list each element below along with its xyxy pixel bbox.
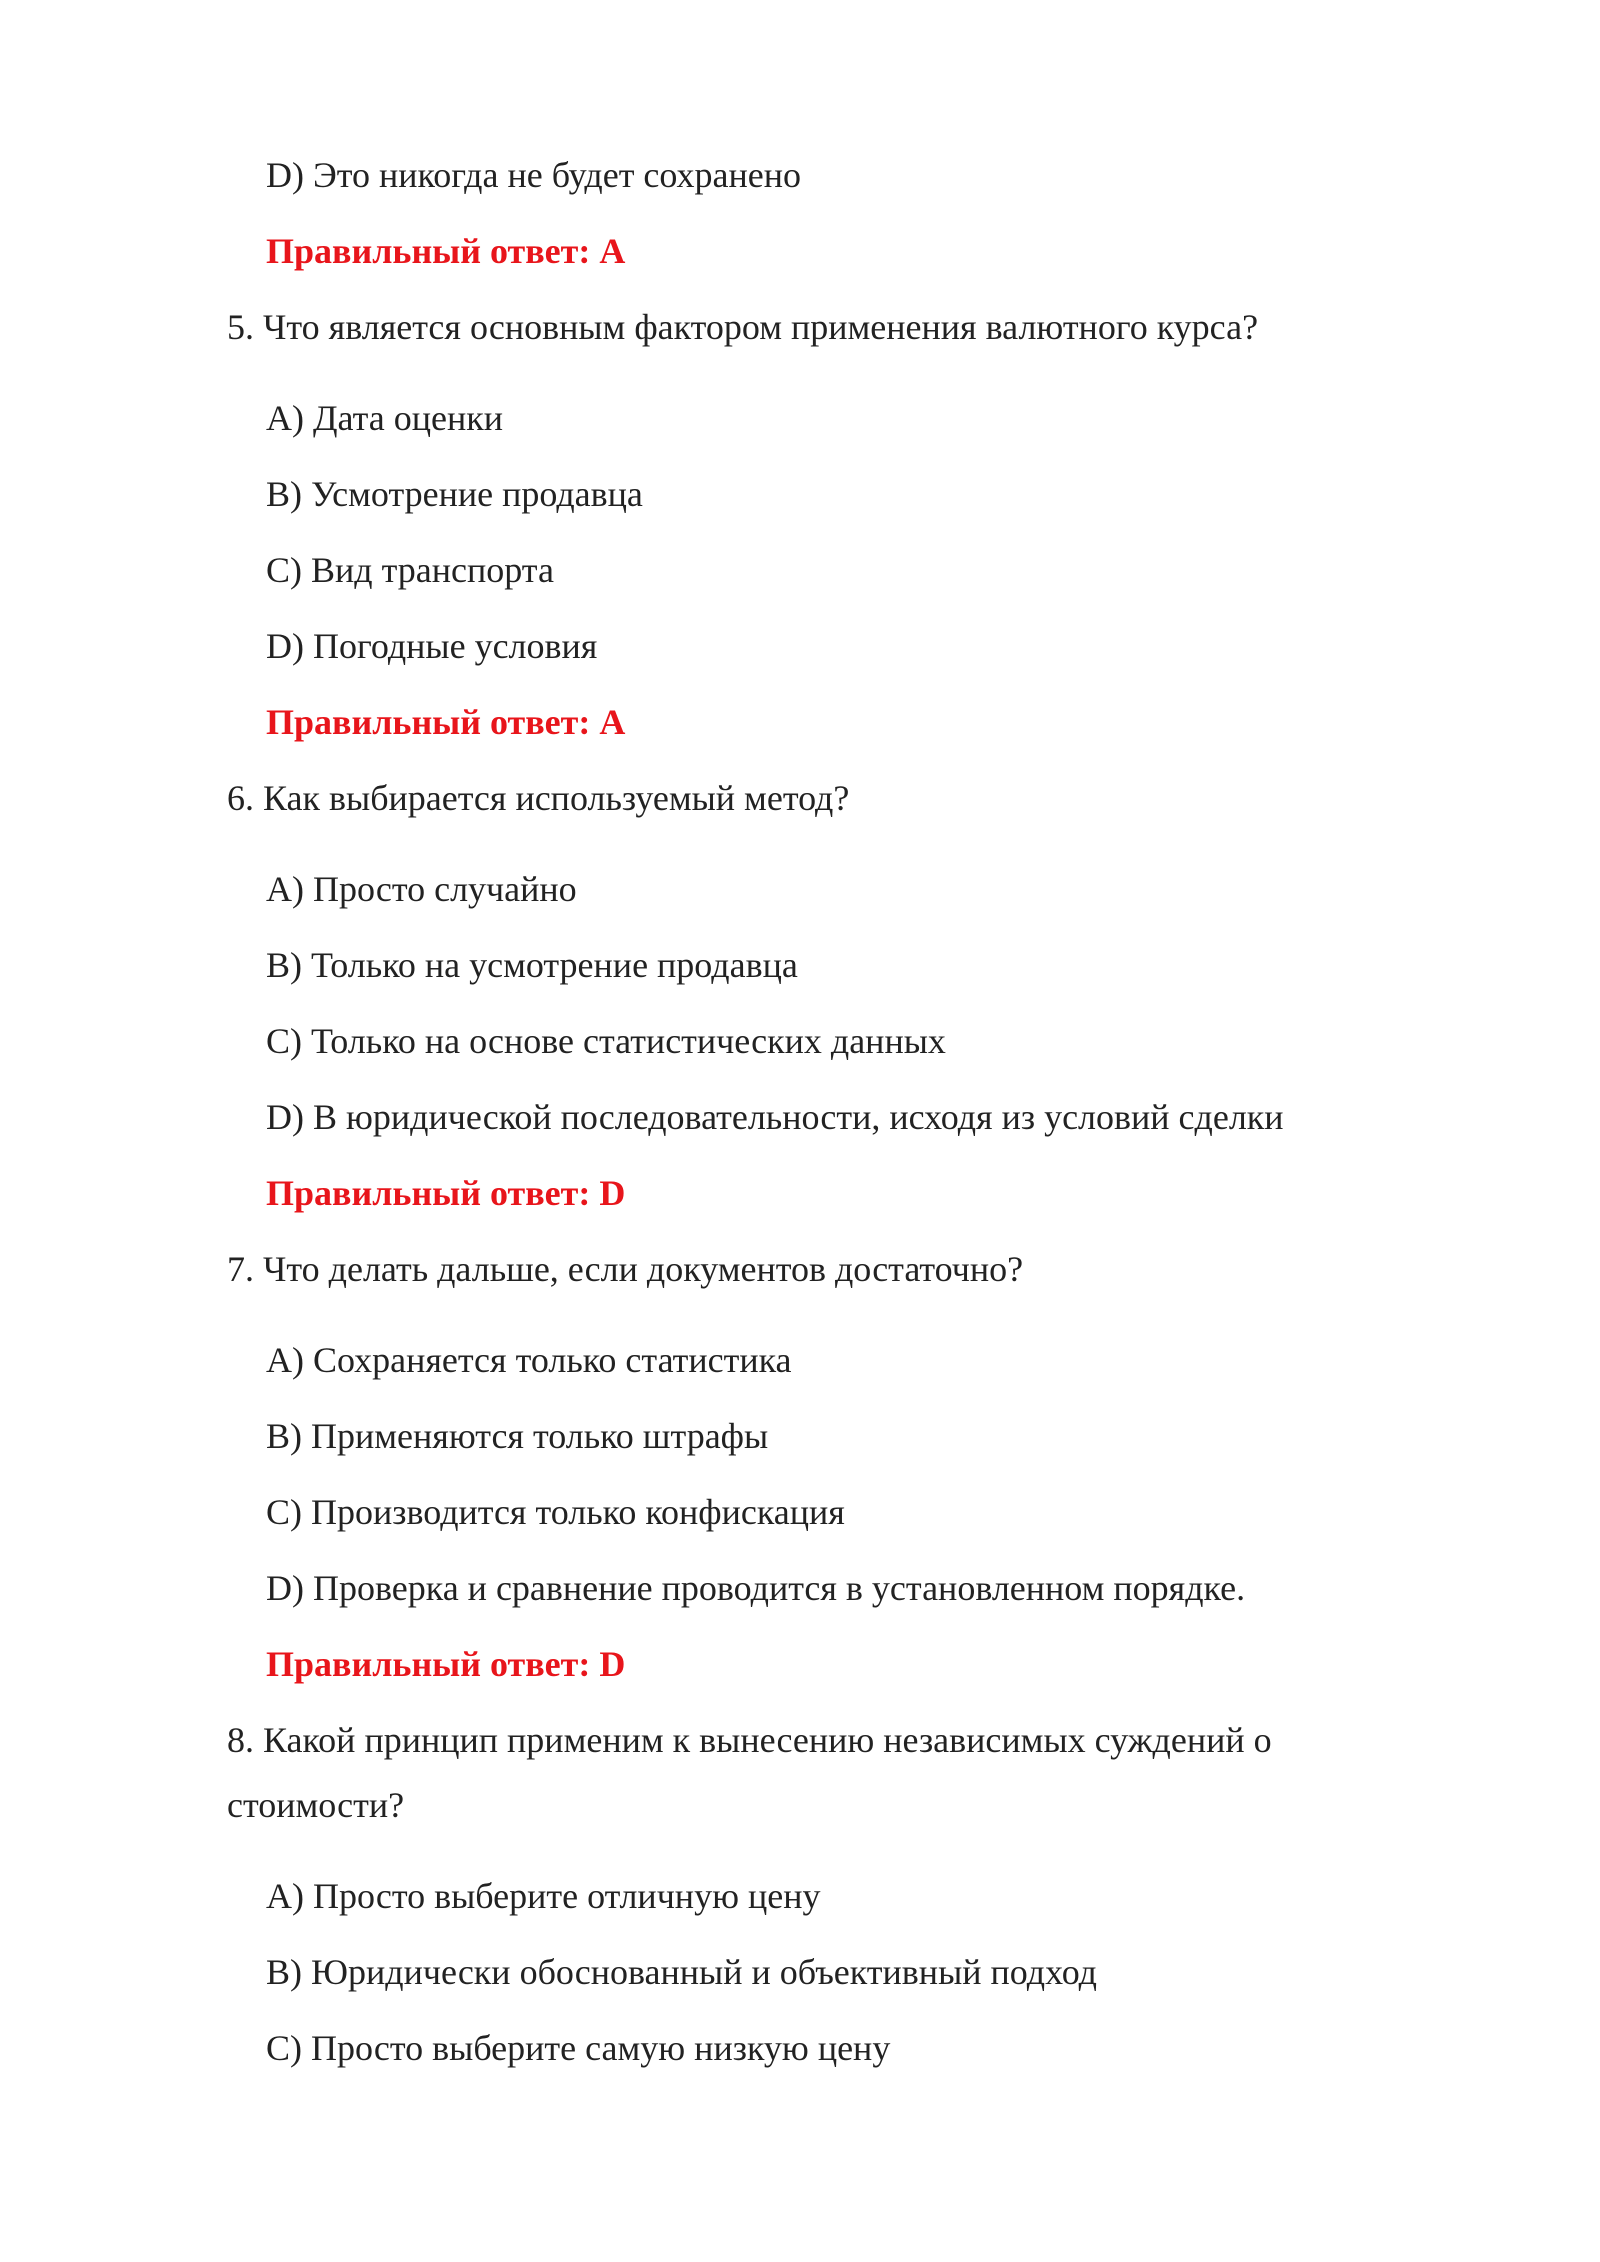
option-7-c: C) Производится только конфискация (266, 1492, 845, 1532)
option-4-d: D) Это никогда не будет сохранено (266, 155, 801, 195)
question-8-cont: стоимости? (227, 1785, 405, 1825)
question-6: 6. Как выбирается используемый метод? (227, 778, 850, 818)
option-6-d: D) В юридической последовательности, исходя из условий сделки (266, 1097, 1284, 1137)
option-8-b: B) Юридически обоснованный и объективный подход (266, 1952, 1097, 1992)
option-7-b: B) Применяются только штрафы (266, 1416, 769, 1456)
option-6-a: A) Просто случайно (266, 869, 577, 909)
answer-6: Правильный ответ: D (266, 1173, 626, 1213)
answer-7: Правильный ответ: D (266, 1644, 626, 1684)
question-5: 5. Что является основным фактором применения валютного курса? (227, 307, 1259, 347)
answer-5: Правильный ответ: A (266, 702, 626, 742)
option-7-a: A) Сохраняется только статистика (266, 1340, 792, 1380)
option-5-a: A) Дата оценки (266, 398, 504, 438)
question-7: 7. Что делать дальше, если документов достаточно? (227, 1249, 1024, 1289)
option-7-d: D) Проверка и сравнение проводится в установленном порядке. (266, 1568, 1246, 1608)
option-5-c: C) Вид транспорта (266, 550, 554, 590)
option-5-b: B) Усмотрение продавца (266, 474, 643, 514)
option-6-b: B) Только на усмотрение продавца (266, 945, 798, 985)
option-5-d: D) Погодные условия (266, 626, 598, 666)
option-8-a: A) Просто выберите отличную цену (266, 1876, 821, 1916)
answer-4: Правильный ответ: A (266, 231, 626, 271)
option-6-c: C) Только на основе статистических данных (266, 1021, 946, 1061)
option-8-c: C) Просто выберите самую низкую цену (266, 2028, 891, 2068)
question-8: 8. Какой принцип применим к вынесению независимых суждений о (227, 1720, 1272, 1760)
